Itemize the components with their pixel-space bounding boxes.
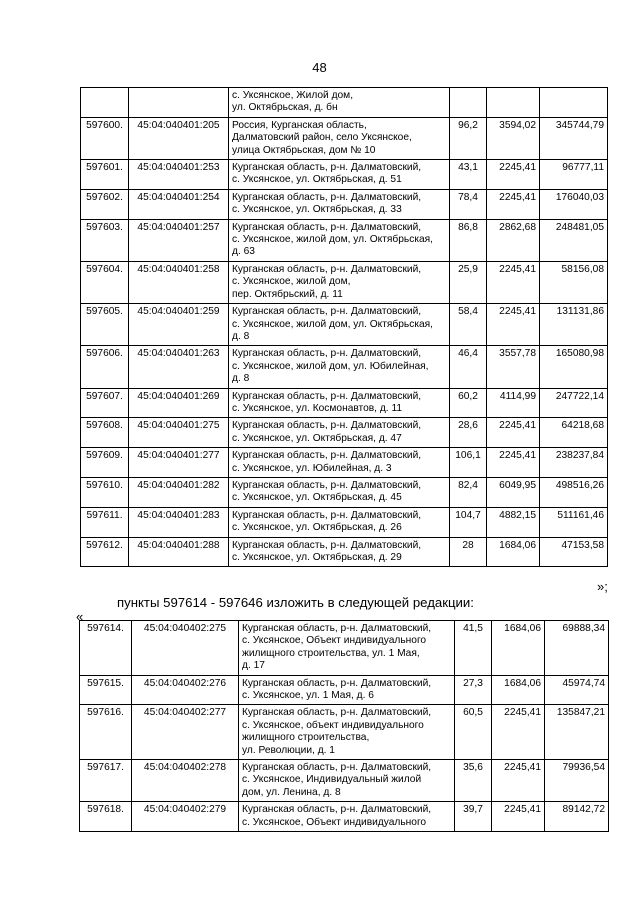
address-cell: Курганская область, р-н. Далматовский, с. Уксянское, жилой дом, пер. Октябрьский, д. 11 xyxy=(229,261,450,303)
cadastral-value-cell: 79936,54 xyxy=(545,760,609,802)
page-number: 48 xyxy=(312,60,327,75)
cadastral-number-cell: 45:04:040401:258 xyxy=(129,261,229,303)
row-number-cell: 597604. xyxy=(81,261,129,303)
cadastral-value-cell: 47153,58 xyxy=(540,537,608,567)
row-number-cell: 597605. xyxy=(81,304,129,346)
address-cell: Курганская область, р-н. Далматовский, с. Уксянское, жилой дом, ул. Октябрьская, д. 8 xyxy=(229,304,450,346)
row-number-cell: 597612. xyxy=(81,537,129,567)
cadastral-number-cell: 45:04:040401:259 xyxy=(129,304,229,346)
table-row xyxy=(81,507,608,537)
cadastral-value-cell: 247722,14 xyxy=(540,388,608,418)
row-number-cell: 597617. xyxy=(80,760,132,802)
address-cell: Курганская область, р-н. Далматовский, с. Уксянское, ул. Октябрьская, д. 47 xyxy=(229,418,450,448)
rate-value-cell xyxy=(487,88,540,118)
area-value-cell: 60,2 xyxy=(450,388,487,418)
row-number-cell: 597609. xyxy=(81,448,129,478)
row-number-cell: 597611. xyxy=(81,507,129,537)
rate-value-cell: 2245,41 xyxy=(487,189,540,219)
rate-value-cell: 2245,41 xyxy=(492,760,545,802)
area-value-cell: 25,9 xyxy=(450,261,487,303)
rate-value-cell: 4882,15 xyxy=(487,507,540,537)
row-number-cell: 597610. xyxy=(81,477,129,507)
cadastral-number-cell: 45:04:040401:205 xyxy=(129,117,229,159)
cadastral-value-cell: 238237,84 xyxy=(540,448,608,478)
address-cell: Курганская область, р-н. Далматовский, с. Уксянское, ул. 1 Мая, д. 6 xyxy=(239,675,455,705)
row-number-cell: 597608. xyxy=(81,418,129,448)
cadastral-value-cell: 89142,72 xyxy=(545,802,609,832)
area-value-cell: 46,4 xyxy=(450,346,487,388)
rate-value-cell: 2245,41 xyxy=(487,304,540,346)
row-number-cell: 597618. xyxy=(80,802,132,832)
closing-quote: »; xyxy=(597,579,608,594)
address-cell: Курганская область, р-н. Далматовский, с. Уксянское, жилой дом, ул. Октябрьская, д. 63 xyxy=(229,219,450,261)
cadastral-number-cell: 45:04:040401:269 xyxy=(129,388,229,418)
cadastral-value-cell: 345744,79 xyxy=(540,117,608,159)
rate-value-cell: 2862,68 xyxy=(487,219,540,261)
rate-value-cell: 2245,41 xyxy=(487,418,540,448)
area-value-cell: 106,1 xyxy=(450,448,487,478)
cadastral-value-cell: 69888,34 xyxy=(545,621,609,676)
cadastral-value-cell: 64218,68 xyxy=(540,418,608,448)
area-value-cell: 43,1 xyxy=(450,160,487,190)
table-row xyxy=(80,802,609,832)
table-row xyxy=(81,160,608,190)
rate-value-cell: 1684,06 xyxy=(492,675,545,705)
rate-value-cell: 6049,95 xyxy=(487,477,540,507)
area-value-cell: 28,6 xyxy=(450,418,487,448)
cadastral-number-cell: 45:04:040402:278 xyxy=(132,760,239,802)
cadastral-number-cell: 45:04:040401:257 xyxy=(129,219,229,261)
table-row xyxy=(80,621,609,676)
rate-value-cell: 2245,41 xyxy=(487,448,540,478)
area-value-cell: 82,4 xyxy=(450,477,487,507)
cadastral-value-cell: 58156,08 xyxy=(540,261,608,303)
cadastral-number-cell: 45:04:040401:263 xyxy=(129,346,229,388)
row-number-cell: 597616. xyxy=(80,705,132,760)
cadastral-value-cell: 248481,05 xyxy=(540,219,608,261)
table-row xyxy=(80,760,609,802)
area-value-cell: 96,2 xyxy=(450,117,487,159)
cadastral-value-cell xyxy=(540,88,608,118)
cadastral-value-cell: 96777,11 xyxy=(540,160,608,190)
table-row xyxy=(81,537,608,567)
table-row xyxy=(81,261,608,303)
cadastral-number-cell: 45:04:040401:283 xyxy=(129,507,229,537)
cadastral-number-cell xyxy=(129,88,229,118)
row-number-cell: 597614. xyxy=(80,621,132,676)
row-number-cell xyxy=(81,88,129,118)
address-cell: Курганская область, р-н. Далматовский, с. Уксянское, ул. Юбилейная, д. 3 xyxy=(229,448,450,478)
table-row xyxy=(81,477,608,507)
rate-value-cell: 1684,06 xyxy=(487,537,540,567)
rate-value-cell: 3557,78 xyxy=(487,346,540,388)
cadastral-value-cell: 135847,21 xyxy=(545,705,609,760)
address-cell: Курганская область, р-н. Далматовский, с. Уксянское, ул. Октябрьская, д. 33 xyxy=(229,189,450,219)
row-number-cell: 597606. xyxy=(81,346,129,388)
area-value-cell: 41,5 xyxy=(455,621,492,676)
cadastral-number-cell: 45:04:040401:282 xyxy=(129,477,229,507)
opening-quote: « xyxy=(76,609,84,624)
area-value-cell: 28 xyxy=(450,537,487,567)
rate-value-cell: 2245,41 xyxy=(487,261,540,303)
row-number-cell: 597601. xyxy=(81,160,129,190)
table-row xyxy=(81,448,608,478)
row-number-cell: 597602. xyxy=(81,189,129,219)
address-cell: Россия, Курганская область, Далматовский район, село Уксянское, улица Октябрьская, дом № 10 xyxy=(229,117,450,159)
cadastral-number-cell: 45:04:040401:254 xyxy=(129,189,229,219)
area-value-cell: 58,4 xyxy=(450,304,487,346)
area-value-cell: 78,4 xyxy=(450,189,487,219)
address-cell: Курганская область, р-н. Далматовский, с. Уксянское, Индивидуальный жилой дом, ул. Ленина, д. 8 xyxy=(239,760,455,802)
rate-value-cell: 1684,06 xyxy=(492,621,545,676)
address-cell: Курганская область, р-н. Далматовский, с. Уксянское, ул. Октябрьская, д. 26 xyxy=(229,507,450,537)
cadastral-number-cell: 45:04:040401:253 xyxy=(129,160,229,190)
address-cell: Курганская область, р-н. Далматовский, с. Уксянское, ул. Октябрьская, д. 51 xyxy=(229,160,450,190)
property-table-1 xyxy=(80,87,608,567)
area-value-cell: 27,3 xyxy=(455,675,492,705)
table-row xyxy=(80,705,609,760)
area-value-cell: 104,7 xyxy=(450,507,487,537)
area-value-cell: 35,6 xyxy=(455,760,492,802)
area-value-cell xyxy=(450,88,487,118)
table-row xyxy=(81,88,608,118)
cadastral-number-cell: 45:04:040401:288 xyxy=(129,537,229,567)
area-value-cell: 86,8 xyxy=(450,219,487,261)
table-row xyxy=(80,675,609,705)
row-number-cell: 597607. xyxy=(81,388,129,418)
cadastral-number-cell: 45:04:040402:279 xyxy=(132,802,239,832)
table-row xyxy=(81,346,608,388)
address-cell: Курганская область, р-н. Далматовский, с. Уксянское, объект индивидуального жилищного строительства, ул. Революции, д. 1 xyxy=(239,705,455,760)
rate-value-cell: 2245,41 xyxy=(487,160,540,190)
property-table-2 xyxy=(79,620,609,832)
cadastral-number-cell: 45:04:040402:276 xyxy=(132,675,239,705)
rate-value-cell: 3594,02 xyxy=(487,117,540,159)
row-number-cell: 597615. xyxy=(80,675,132,705)
address-cell: Курганская область, р-н. Далматовский, с. Уксянское, Объект индивидуального жилищного строительства, ул. 1 Мая, д. 17 xyxy=(239,621,455,676)
row-number-cell: 597600. xyxy=(81,117,129,159)
address-cell: Курганская область, р-н. Далматовский, с. Уксянское, жилой дом, ул. Юбилейная, д. 8 xyxy=(229,346,450,388)
rate-value-cell: 4114,99 xyxy=(487,388,540,418)
table-row xyxy=(81,418,608,448)
rate-value-cell: 2245,41 xyxy=(492,802,545,832)
cadastral-value-cell: 131131,86 xyxy=(540,304,608,346)
table-row xyxy=(81,304,608,346)
cadastral-value-cell: 165080,98 xyxy=(540,346,608,388)
area-value-cell: 60,5 xyxy=(455,705,492,760)
table-row xyxy=(81,117,608,159)
cadastral-number-cell: 45:04:040402:277 xyxy=(132,705,239,760)
rate-value-cell: 2245,41 xyxy=(492,705,545,760)
cadastral-value-cell: 176040,03 xyxy=(540,189,608,219)
amendment-instruction: пункты 597614 - 597646 изложить в следующей редакции: xyxy=(117,595,474,610)
address-cell: Курганская область, р-н. Далматовский, с. Уксянское, ул. Октябрьская, д. 29 xyxy=(229,537,450,567)
cadastral-value-cell: 498516,26 xyxy=(540,477,608,507)
address-cell: с. Уксянское, Жилой дом, ул. Октябрьская, д. бн xyxy=(229,88,450,118)
address-cell: Курганская область, р-н. Далматовский, с. Уксянское, ул. Космонавтов, д. 11 xyxy=(229,388,450,418)
cadastral-number-cell: 45:04:040401:277 xyxy=(129,448,229,478)
cadastral-number-cell: 45:04:040402:275 xyxy=(132,621,239,676)
cadastral-number-cell: 45:04:040401:275 xyxy=(129,418,229,448)
row-number-cell: 597603. xyxy=(81,219,129,261)
address-cell: Курганская область, р-н. Далматовский, с. Уксянское, ул. Октябрьская, д. 45 xyxy=(229,477,450,507)
cadastral-value-cell: 511161,46 xyxy=(540,507,608,537)
table-row xyxy=(81,388,608,418)
table-row xyxy=(81,219,608,261)
table-row xyxy=(81,189,608,219)
address-cell: Курганская область, р-н. Далматовский, с. Уксянское, Объект индивидуального xyxy=(239,802,455,832)
cadastral-value-cell: 45974,74 xyxy=(545,675,609,705)
area-value-cell: 39,7 xyxy=(455,802,492,832)
